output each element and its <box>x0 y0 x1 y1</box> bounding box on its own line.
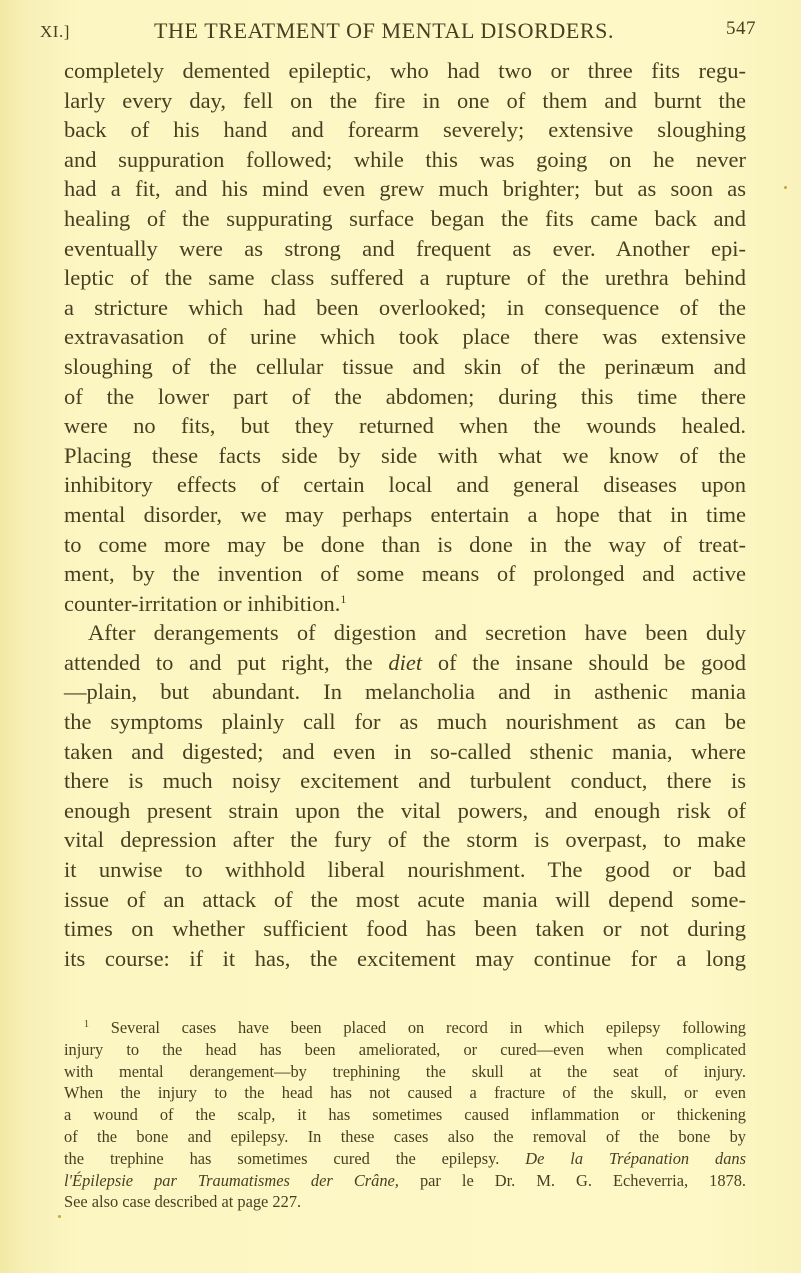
text-span: attended to and put right, the <box>64 649 389 675</box>
paper-speck <box>58 1215 61 1218</box>
text-line: larly every day, fell on the fire in one of them and burnt the <box>64 87 746 113</box>
main-text <box>64 56 746 973</box>
text-span: par le Dr. M. G. Echeverria, 1878. <box>398 1170 747 1190</box>
text-line: a stricture which had been overlooked; in consequence of the <box>64 294 746 320</box>
running-title: THE TREATMENT OF MENTAL DISORDERS. <box>154 18 615 43</box>
text-line: enough present strain upon the vital powers, and enough risk of <box>64 797 746 823</box>
text-line: times on whether sufficient food has been taken or not during <box>64 916 746 942</box>
footnote-line: When the injury to the head has not caused a fracture of the skull, or even <box>64 1083 746 1103</box>
text-line: back of his hand and forearm severely; extensive sloughing <box>64 117 746 143</box>
text-line: to come more may be done than is done in the way of treat- <box>64 531 746 557</box>
text-line: mental disorder, we may perhaps entertain a hope that in time <box>64 501 746 527</box>
footnote-line: of the bone and epilepsy. In these cases also the removal of the bone by <box>64 1126 746 1146</box>
footnote <box>64 1017 746 1213</box>
text-span: of the insane should be good <box>422 649 746 675</box>
text-line: it unwise to withhold liberal nourishment. The good or bad <box>64 857 746 883</box>
text-line: issue of an attack of the most acute mania will depend some- <box>64 886 746 912</box>
footnote-line: a wound of the scalp, it has sometimes caused inflammation or thickening <box>64 1105 746 1125</box>
text-line: completely demented epileptic, who had two or three fits regu- <box>64 58 746 83</box>
paper-speck <box>784 186 787 189</box>
text-line: the symptoms plainly call for as much nourishment as can be <box>64 709 746 735</box>
text-line: sloughing of the cellular tissue and skin of the perinæum and <box>64 353 746 379</box>
paragraph-start-line: After derangements of digestion and secretion have been duly <box>88 620 746 646</box>
text-span: counter-irritation or inhibition. <box>64 590 341 616</box>
footnote-reference[interactable]: 1 <box>340 591 347 606</box>
running-head <box>40 16 770 46</box>
text-line: Placing these facts side by side with what we know of the <box>64 442 746 468</box>
text-line: there is much noisy excitement and turbulent conduct, there is <box>64 768 746 794</box>
text-line: and suppuration followed; while this was going on he never <box>64 146 746 172</box>
text-line: ment, by the invention of some means of prolonged and active <box>64 561 746 587</box>
page-number: 547 <box>726 18 756 39</box>
text-line: of the lower part of the abdomen; during this time there <box>64 383 746 409</box>
text-line: vital depression after the fury of the storm is overpast, to make <box>64 827 746 853</box>
footnote-line: with mental derangement—by trephining the skull at the seat of injury. <box>64 1061 746 1081</box>
paragraph-end-line <box>64 589 746 619</box>
text-line: had a fit, and his mind even grew much brighter; but as soon as <box>64 176 746 202</box>
text-span: the trephine has sometimes cured the epilepsy. <box>64 1148 526 1168</box>
text-line: leptic of the same class suffered a rupture of the urethra behind <box>64 265 746 291</box>
citation-title: l'Épilepsie par Traumatismes der Crâne, <box>64 1170 399 1190</box>
footnote-line <box>64 1017 746 1039</box>
text-line: extravasation of urine which took place there was extensive <box>64 324 746 350</box>
footnote-line <box>64 1148 746 1170</box>
citation-title: De la Trépanation dans <box>525 1148 746 1168</box>
text-span: Several cases have been placed on record in which epilepsy following <box>110 1018 746 1037</box>
text-line: inhibitory effects of certain local and general diseases upon <box>64 472 746 498</box>
text-line: eventually were as strong and frequent as ever. Another epi- <box>64 235 746 261</box>
text-line: healing of the suppurating surface began the fits came back and <box>64 205 746 231</box>
footnote-line <box>64 1170 746 1192</box>
footnote-line: injury to the head has been ameliorated, or cured—even when complicated <box>64 1039 746 1059</box>
emphasis-diet: diet <box>388 649 423 675</box>
text-line: taken and digested; and even in so-called sthenic mania, where <box>64 738 746 764</box>
text-line <box>64 648 746 678</box>
footnote-marker: 1 <box>84 1019 89 1030</box>
text-line: —plain, but abundant. In melancholia and in asthenic mania <box>64 679 746 705</box>
chapter-number: XI.] <box>40 22 70 41</box>
text-line: its course: if it has, the excitement may continue for a long <box>64 945 746 971</box>
text-line: were no fits, but they returned when the wounds healed. <box>64 413 746 439</box>
footnote-line: See also case described at page 227. <box>64 1192 302 1212</box>
